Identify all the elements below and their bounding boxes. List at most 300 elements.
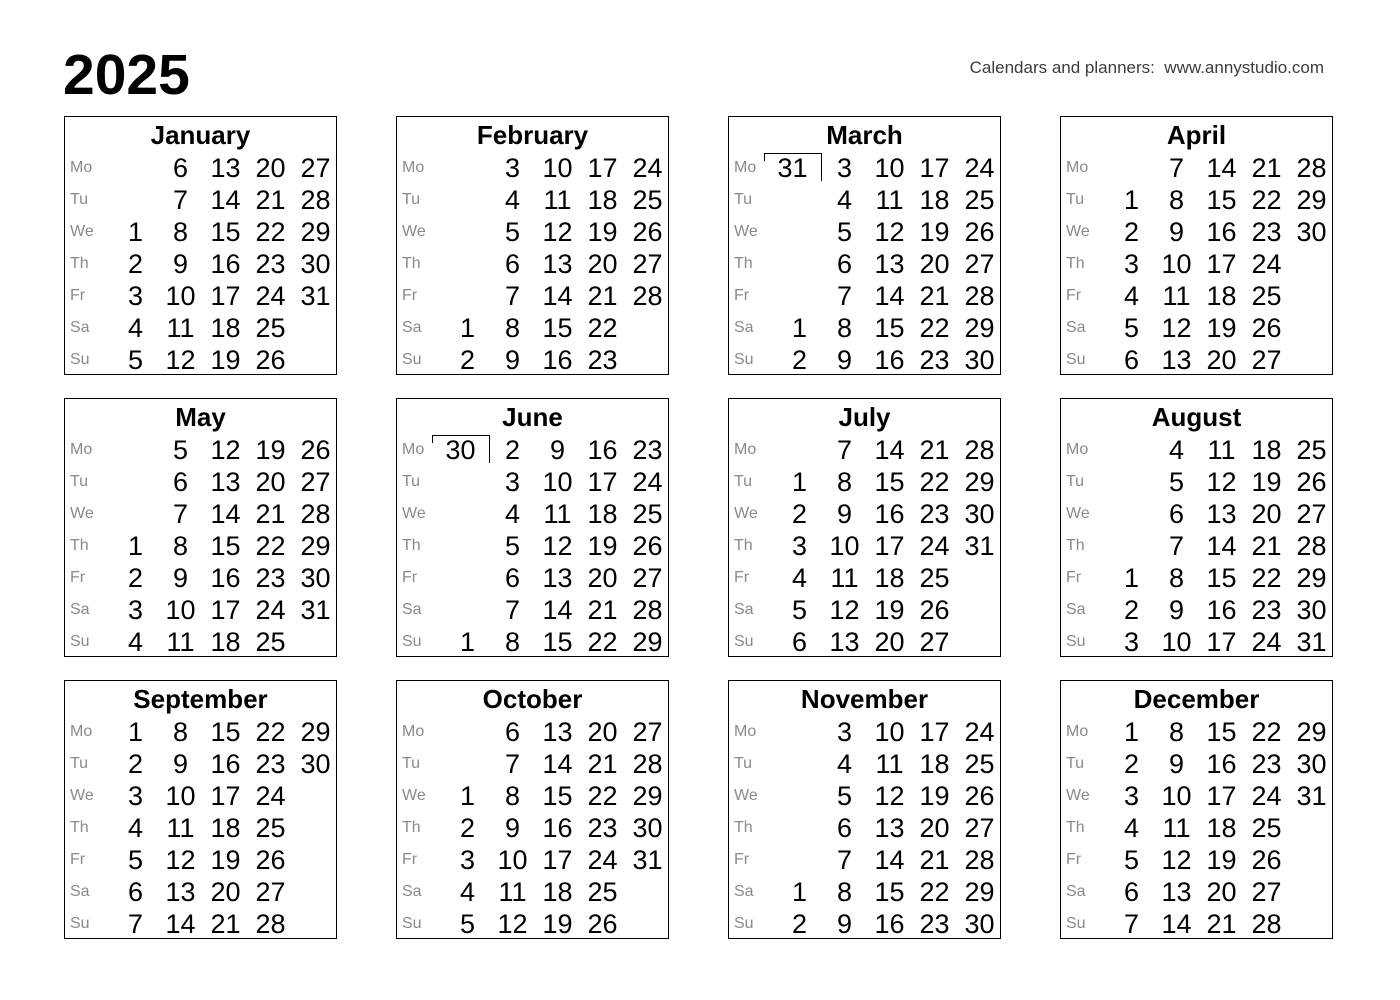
date-number: 4 [127, 627, 144, 657]
date-cell [1154, 780, 1199, 812]
date-cell [1289, 626, 1334, 658]
date-cell [822, 908, 867, 940]
date-cell [158, 716, 203, 748]
date-cell-empty [777, 716, 822, 748]
date-number: 6 [836, 813, 853, 843]
date-cell [580, 498, 625, 530]
month-grid [70, 716, 336, 940]
date-number: 14 [1206, 153, 1237, 183]
date-cell [203, 344, 248, 376]
date-number: 27 [632, 563, 663, 593]
date-number: 19 [587, 531, 618, 561]
month-grid [1066, 434, 1332, 658]
date-cell [580, 780, 625, 812]
date-number: 31 [300, 281, 331, 311]
weekday-label: Sa [1066, 319, 1086, 336]
date-number: 22 [1251, 185, 1282, 215]
date-number: 1 [791, 467, 808, 497]
date-number: 4 [1123, 813, 1140, 843]
weekday-label: Fr [70, 851, 86, 868]
date-number: 23 [1251, 749, 1282, 779]
date-cell [957, 844, 1002, 876]
date-cell-empty [1289, 312, 1334, 344]
date-number: 30 [964, 345, 995, 375]
date-cell [248, 216, 293, 248]
date-number: 10 [874, 153, 905, 183]
date-cell [1199, 748, 1244, 780]
date-cell [293, 248, 338, 280]
date-cell [867, 152, 912, 184]
date-cell [490, 594, 535, 626]
date-cell [912, 844, 957, 876]
credit-text: Calendars and planners: www.annystudio.com [969, 58, 1324, 77]
date-cell-empty [957, 594, 1002, 626]
date-cell [113, 280, 158, 312]
date-number: 11 [498, 877, 527, 907]
date-number: 15 [210, 717, 241, 747]
date-number: 8 [1168, 717, 1185, 747]
calendar-grid [64, 116, 1333, 939]
date-cell [867, 530, 912, 562]
date-cell [535, 748, 580, 780]
date-cell-empty [445, 594, 490, 626]
date-cell [822, 466, 867, 498]
date-cell [1109, 280, 1154, 312]
date-cell [912, 216, 957, 248]
date-cell [248, 184, 293, 216]
date-cell [867, 498, 912, 530]
date-number: 8 [504, 313, 521, 343]
date-number: 25 [919, 563, 950, 593]
date-number: 27 [919, 627, 950, 657]
date-cell [203, 248, 248, 280]
date-cell [1109, 312, 1154, 344]
date-cell [1289, 562, 1334, 594]
date-number: 5 [791, 595, 808, 625]
date-cell [867, 780, 912, 812]
weekday-label: We [402, 223, 426, 240]
date-number: 3 [1123, 627, 1140, 657]
date-cell [113, 216, 158, 248]
month-card [396, 680, 669, 939]
date-cell [1244, 434, 1289, 466]
date-cell [1199, 716, 1244, 748]
date-number: 21 [919, 845, 950, 875]
date-cell [912, 466, 957, 498]
date-cell [490, 530, 535, 562]
date-cell [248, 748, 293, 780]
date-cell [580, 280, 625, 312]
date-number: 5 [127, 845, 144, 875]
date-cell-empty [777, 812, 822, 844]
date-cell [445, 312, 490, 344]
date-number: 18 [1206, 813, 1237, 843]
date-number: 5 [1123, 313, 1140, 343]
date-cell [1244, 530, 1289, 562]
date-number: 6 [791, 627, 808, 657]
date-cell-empty [293, 844, 338, 876]
date-cell [535, 280, 580, 312]
date-cell [293, 466, 338, 498]
weekday-label: Tu [402, 191, 421, 208]
date-number: 8 [1168, 563, 1185, 593]
date-cell [957, 280, 1002, 312]
date-cell [957, 530, 1002, 562]
date-number: 16 [874, 499, 905, 529]
date-cell [867, 280, 912, 312]
date-cell [625, 216, 670, 248]
weekday-label: Mo [734, 159, 757, 176]
date-cell [1199, 844, 1244, 876]
date-cell [445, 812, 490, 844]
date-number: 16 [1206, 595, 1237, 625]
date-number: 12 [542, 217, 573, 247]
date-number: 19 [587, 217, 618, 247]
date-number: 28 [255, 909, 286, 939]
date-number: 19 [1206, 313, 1237, 343]
date-cell-empty [1289, 908, 1334, 940]
date-cell [867, 344, 912, 376]
date-cell [158, 812, 203, 844]
date-number: 19 [1251, 467, 1282, 497]
date-cell [203, 626, 248, 658]
date-number: 11 [166, 813, 195, 843]
date-number: 25 [964, 185, 995, 215]
date-cell [113, 344, 158, 376]
date-cell [957, 312, 1002, 344]
date-number: 2 [127, 249, 144, 279]
date-number: 15 [542, 313, 573, 343]
date-cell-empty [1109, 152, 1154, 184]
date-number: 31 [300, 595, 331, 625]
date-cell [957, 344, 1002, 376]
date-cell [535, 812, 580, 844]
date-cell [1154, 716, 1199, 748]
weekday-label: Fr [1066, 569, 1082, 586]
date-cell [625, 748, 670, 780]
date-cell [580, 876, 625, 908]
date-cell [203, 184, 248, 216]
date-cell [580, 844, 625, 876]
date-number: 28 [964, 435, 995, 465]
date-number: 14 [542, 749, 573, 779]
date-cell-empty [445, 248, 490, 280]
date-cell [777, 530, 822, 562]
date-cell [1154, 312, 1199, 344]
date-cell [490, 876, 535, 908]
date-cell-empty [625, 908, 670, 940]
month-title: January [150, 120, 251, 150]
weekday-label: Tu [402, 473, 421, 490]
date-cell-empty [1109, 498, 1154, 530]
date-number: 22 [587, 627, 618, 657]
date-number: 11 [1207, 435, 1236, 465]
date-cell [535, 716, 580, 748]
date-number: 3 [791, 531, 808, 561]
date-number: 3 [836, 153, 853, 183]
date-number: 25 [632, 499, 663, 529]
date-cell [490, 780, 535, 812]
date-cell [113, 248, 158, 280]
date-cell-empty [293, 812, 338, 844]
date-cell [1109, 876, 1154, 908]
date-number: 2 [791, 909, 808, 939]
month-title: April [1166, 120, 1227, 150]
date-cell-empty [113, 466, 158, 498]
date-cell [822, 780, 867, 812]
date-cell [1289, 530, 1334, 562]
date-cell [113, 844, 158, 876]
date-number: 30 [445, 435, 476, 465]
date-number: 14 [165, 909, 196, 939]
date-number: 15 [874, 467, 905, 497]
date-number: 13 [874, 813, 905, 843]
date-number: 31 [1296, 627, 1327, 657]
date-cell [1109, 344, 1154, 376]
date-number: 23 [587, 813, 618, 843]
date-number: 31 [964, 531, 995, 561]
date-cell-empty [445, 466, 490, 498]
date-number: 26 [587, 909, 618, 939]
date-number: 30 [300, 749, 331, 779]
date-cell [113, 530, 158, 562]
date-cell [1154, 280, 1199, 312]
weekday-label: Fr [1066, 851, 1082, 868]
date-cell-empty [293, 908, 338, 940]
date-cell-empty [293, 626, 338, 658]
date-number: 7 [1168, 531, 1185, 561]
date-cell-empty [777, 780, 822, 812]
date-cell [867, 812, 912, 844]
month-title: June [502, 402, 563, 432]
date-cell [113, 716, 158, 748]
date-number: 26 [632, 217, 663, 247]
date-number: 27 [632, 249, 663, 279]
date-cell-empty [777, 248, 822, 280]
date-cell-empty [1289, 844, 1334, 876]
month-title: September [133, 684, 268, 714]
date-cell [158, 594, 203, 626]
date-cell [912, 184, 957, 216]
date-number: 19 [1206, 845, 1237, 875]
date-cell [822, 312, 867, 344]
date-cell [1199, 434, 1244, 466]
date-cell [490, 434, 535, 466]
date-number: 9 [504, 813, 521, 843]
date-number: 23 [1251, 217, 1282, 247]
date-cell [1244, 184, 1289, 216]
date-number: 15 [1206, 563, 1237, 593]
date-cell [822, 498, 867, 530]
date-number: 5 [172, 435, 189, 465]
date-cell [1199, 876, 1244, 908]
date-number: 14 [542, 595, 573, 625]
date-cell [535, 248, 580, 280]
date-cell [158, 248, 203, 280]
date-cell [535, 530, 580, 562]
date-number: 16 [210, 563, 241, 593]
date-cell [248, 344, 293, 376]
date-cell-empty [113, 434, 158, 466]
date-cell [822, 216, 867, 248]
date-number: 21 [1251, 153, 1282, 183]
date-number: 11 [543, 185, 572, 215]
date-number: 13 [542, 563, 573, 593]
date-cell [912, 344, 957, 376]
date-cell [912, 530, 957, 562]
date-cell [625, 812, 670, 844]
weekday-label: Mo [70, 723, 93, 740]
date-cell [625, 434, 670, 466]
date-cell [1289, 434, 1334, 466]
date-number: 22 [255, 531, 286, 561]
date-number: 3 [459, 845, 476, 875]
date-cell-empty [1289, 280, 1334, 312]
date-number: 17 [919, 153, 950, 183]
date-number: 25 [1251, 813, 1282, 843]
date-cell [957, 908, 1002, 940]
month-grid [402, 434, 668, 658]
date-cell [113, 780, 158, 812]
date-number: 14 [874, 845, 905, 875]
date-cell [957, 216, 1002, 248]
date-cell [625, 844, 670, 876]
date-cell [625, 562, 670, 594]
date-number: 9 [1168, 217, 1185, 247]
date-cell [248, 626, 293, 658]
date-number: 12 [1206, 467, 1237, 497]
month-grid [734, 434, 1000, 658]
date-cell [580, 312, 625, 344]
date-cell [625, 248, 670, 280]
weekday-label: Mo [1066, 723, 1089, 740]
date-number: 9 [549, 435, 566, 465]
date-cell [1244, 626, 1289, 658]
date-number: 18 [919, 749, 950, 779]
date-number: 18 [210, 627, 241, 657]
date-number: 13 [1161, 877, 1192, 907]
date-cell [490, 844, 535, 876]
date-cell [1154, 594, 1199, 626]
date-number: 24 [255, 281, 286, 311]
date-number: 20 [210, 877, 241, 907]
date-cell [248, 312, 293, 344]
date-number: 20 [1251, 499, 1282, 529]
date-cell [580, 216, 625, 248]
date-number: 11 [1162, 813, 1191, 843]
date-cell [1154, 344, 1199, 376]
date-cell [912, 498, 957, 530]
date-number: 28 [964, 281, 995, 311]
date-cell [867, 748, 912, 780]
date-number: 12 [1161, 313, 1192, 343]
date-number: 5 [1168, 467, 1185, 497]
date-cell [293, 594, 338, 626]
month-card [1060, 116, 1333, 375]
date-cell [822, 748, 867, 780]
date-number: 16 [1206, 749, 1237, 779]
date-cell [535, 844, 580, 876]
date-cell [580, 344, 625, 376]
date-cell [1199, 594, 1244, 626]
date-number: 17 [1206, 627, 1237, 657]
date-number: 23 [919, 909, 950, 939]
date-number: 26 [964, 217, 995, 247]
date-cell [625, 184, 670, 216]
date-number: 12 [542, 531, 573, 561]
date-cell [535, 216, 580, 248]
date-number: 19 [210, 845, 241, 875]
date-number: 20 [255, 153, 286, 183]
date-number: 3 [1123, 781, 1140, 811]
date-cell [625, 530, 670, 562]
date-number: 27 [300, 467, 331, 497]
date-cell [1199, 466, 1244, 498]
date-cell-empty [293, 876, 338, 908]
date-number: 27 [300, 153, 331, 183]
date-number: 13 [542, 249, 573, 279]
date-number: 20 [1206, 345, 1237, 375]
date-number: 12 [497, 909, 528, 939]
date-cell [1199, 216, 1244, 248]
date-number: 1 [791, 313, 808, 343]
weekday-label: We [70, 223, 94, 240]
date-cell [625, 498, 670, 530]
date-number: 11 [875, 749, 904, 779]
date-cell [867, 594, 912, 626]
date-number: 23 [587, 345, 618, 375]
date-number: 4 [1168, 435, 1185, 465]
date-cell [822, 562, 867, 594]
date-cell-empty [625, 312, 670, 344]
date-cell-empty [777, 748, 822, 780]
weekday-label: Tu [70, 191, 89, 208]
date-cell [535, 594, 580, 626]
date-cell [490, 344, 535, 376]
weekday-label: Sa [402, 319, 422, 336]
date-cell [1244, 312, 1289, 344]
date-cell [1244, 216, 1289, 248]
weekday-label: Mo [734, 441, 757, 458]
weekday-label: Sa [402, 601, 422, 618]
date-cell [1109, 908, 1154, 940]
date-number: 12 [829, 595, 860, 625]
date-cell-empty [113, 498, 158, 530]
date-number: 7 [504, 281, 521, 311]
date-cell [203, 530, 248, 562]
date-cell [158, 312, 203, 344]
month-grid [734, 716, 1000, 940]
date-cell [113, 312, 158, 344]
date-cell [203, 152, 248, 184]
date-cell [1244, 716, 1289, 748]
date-cell [1154, 184, 1199, 216]
date-number: 28 [1296, 531, 1327, 561]
date-number: 7 [836, 435, 853, 465]
date-cell [1154, 530, 1199, 562]
date-cell [625, 594, 670, 626]
date-number: 26 [919, 595, 950, 625]
date-cell [248, 466, 293, 498]
date-number: 15 [1206, 717, 1237, 747]
date-number: 2 [1123, 749, 1140, 779]
date-number: 28 [300, 185, 331, 215]
date-number: 5 [1123, 845, 1140, 875]
date-number: 23 [632, 435, 663, 465]
date-cell [158, 498, 203, 530]
date-cell [912, 562, 957, 594]
date-number: 23 [1251, 595, 1282, 625]
